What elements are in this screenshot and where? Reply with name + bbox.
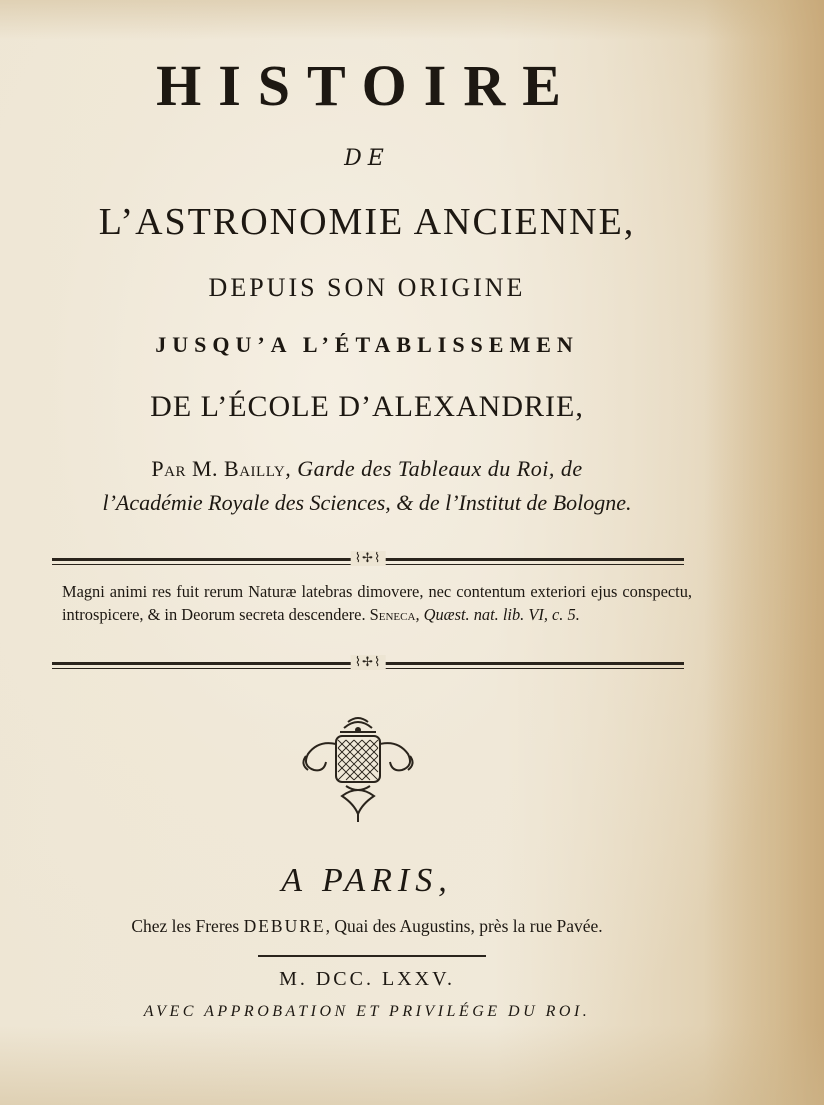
ornamental-rule-bottom xyxy=(52,655,684,672)
imprint-privilege: AVEC APPROBATION ET PRIVILÉGE DU ROI. xyxy=(143,1003,591,1020)
origin-line: DEPUIS SON ORIGINE xyxy=(208,273,526,302)
epigraph xyxy=(62,580,692,626)
rule-ornament-icon: ⌇✢⌇ xyxy=(351,655,386,670)
imprint-year: M. DCC. LXXV. xyxy=(279,968,455,990)
subject-line: L’ASTRONOMIE ANCIENNE, xyxy=(98,201,636,243)
author-name: Bailly xyxy=(224,456,286,481)
author-affiliation: l’Académie Royale des Sciences, & de l’Institut de Bologne. xyxy=(102,490,632,515)
crown-cartouche-icon xyxy=(296,714,420,824)
author-title-1: , Garde des Tableaux du Roi, de xyxy=(285,456,583,481)
publisher-name: DEBURE xyxy=(243,916,326,936)
imprint-divider xyxy=(258,955,486,957)
until-line: JUSQU’A L’ÉTABLISSEMEN xyxy=(155,332,579,357)
ornamental-rule-top xyxy=(52,551,684,568)
epigraph-author: Seneca xyxy=(369,605,416,624)
main-title: HISTOIRE xyxy=(156,53,578,118)
epigraph-source: , Quæst. nat. lib. VI, c. 5. xyxy=(415,605,580,624)
title-de: DE xyxy=(344,146,390,171)
school-line: DE L’ÉCOLE D’ALEXANDRIE, xyxy=(150,390,584,423)
author-par: Par M. xyxy=(151,456,219,481)
imprint-place: A PARIS, xyxy=(281,862,453,899)
imprint-publisher xyxy=(0,916,734,937)
rule-ornament-icon: ⌇✢⌇ xyxy=(351,551,386,566)
author-line xyxy=(0,456,734,482)
epigraph-text: Magni animi res fuit rerum Naturæ latebras dimovere, nec contentum exteriori ejus conspectu, introspicere, & in Deorum secreta descendere. xyxy=(62,582,692,624)
publisher-pre: Chez les Freres xyxy=(131,916,244,936)
foxing-top xyxy=(0,0,824,40)
foxing-bottom xyxy=(0,1025,824,1105)
publisher-post: , Quai des Augustins, près la rue Pavée. xyxy=(325,916,603,936)
